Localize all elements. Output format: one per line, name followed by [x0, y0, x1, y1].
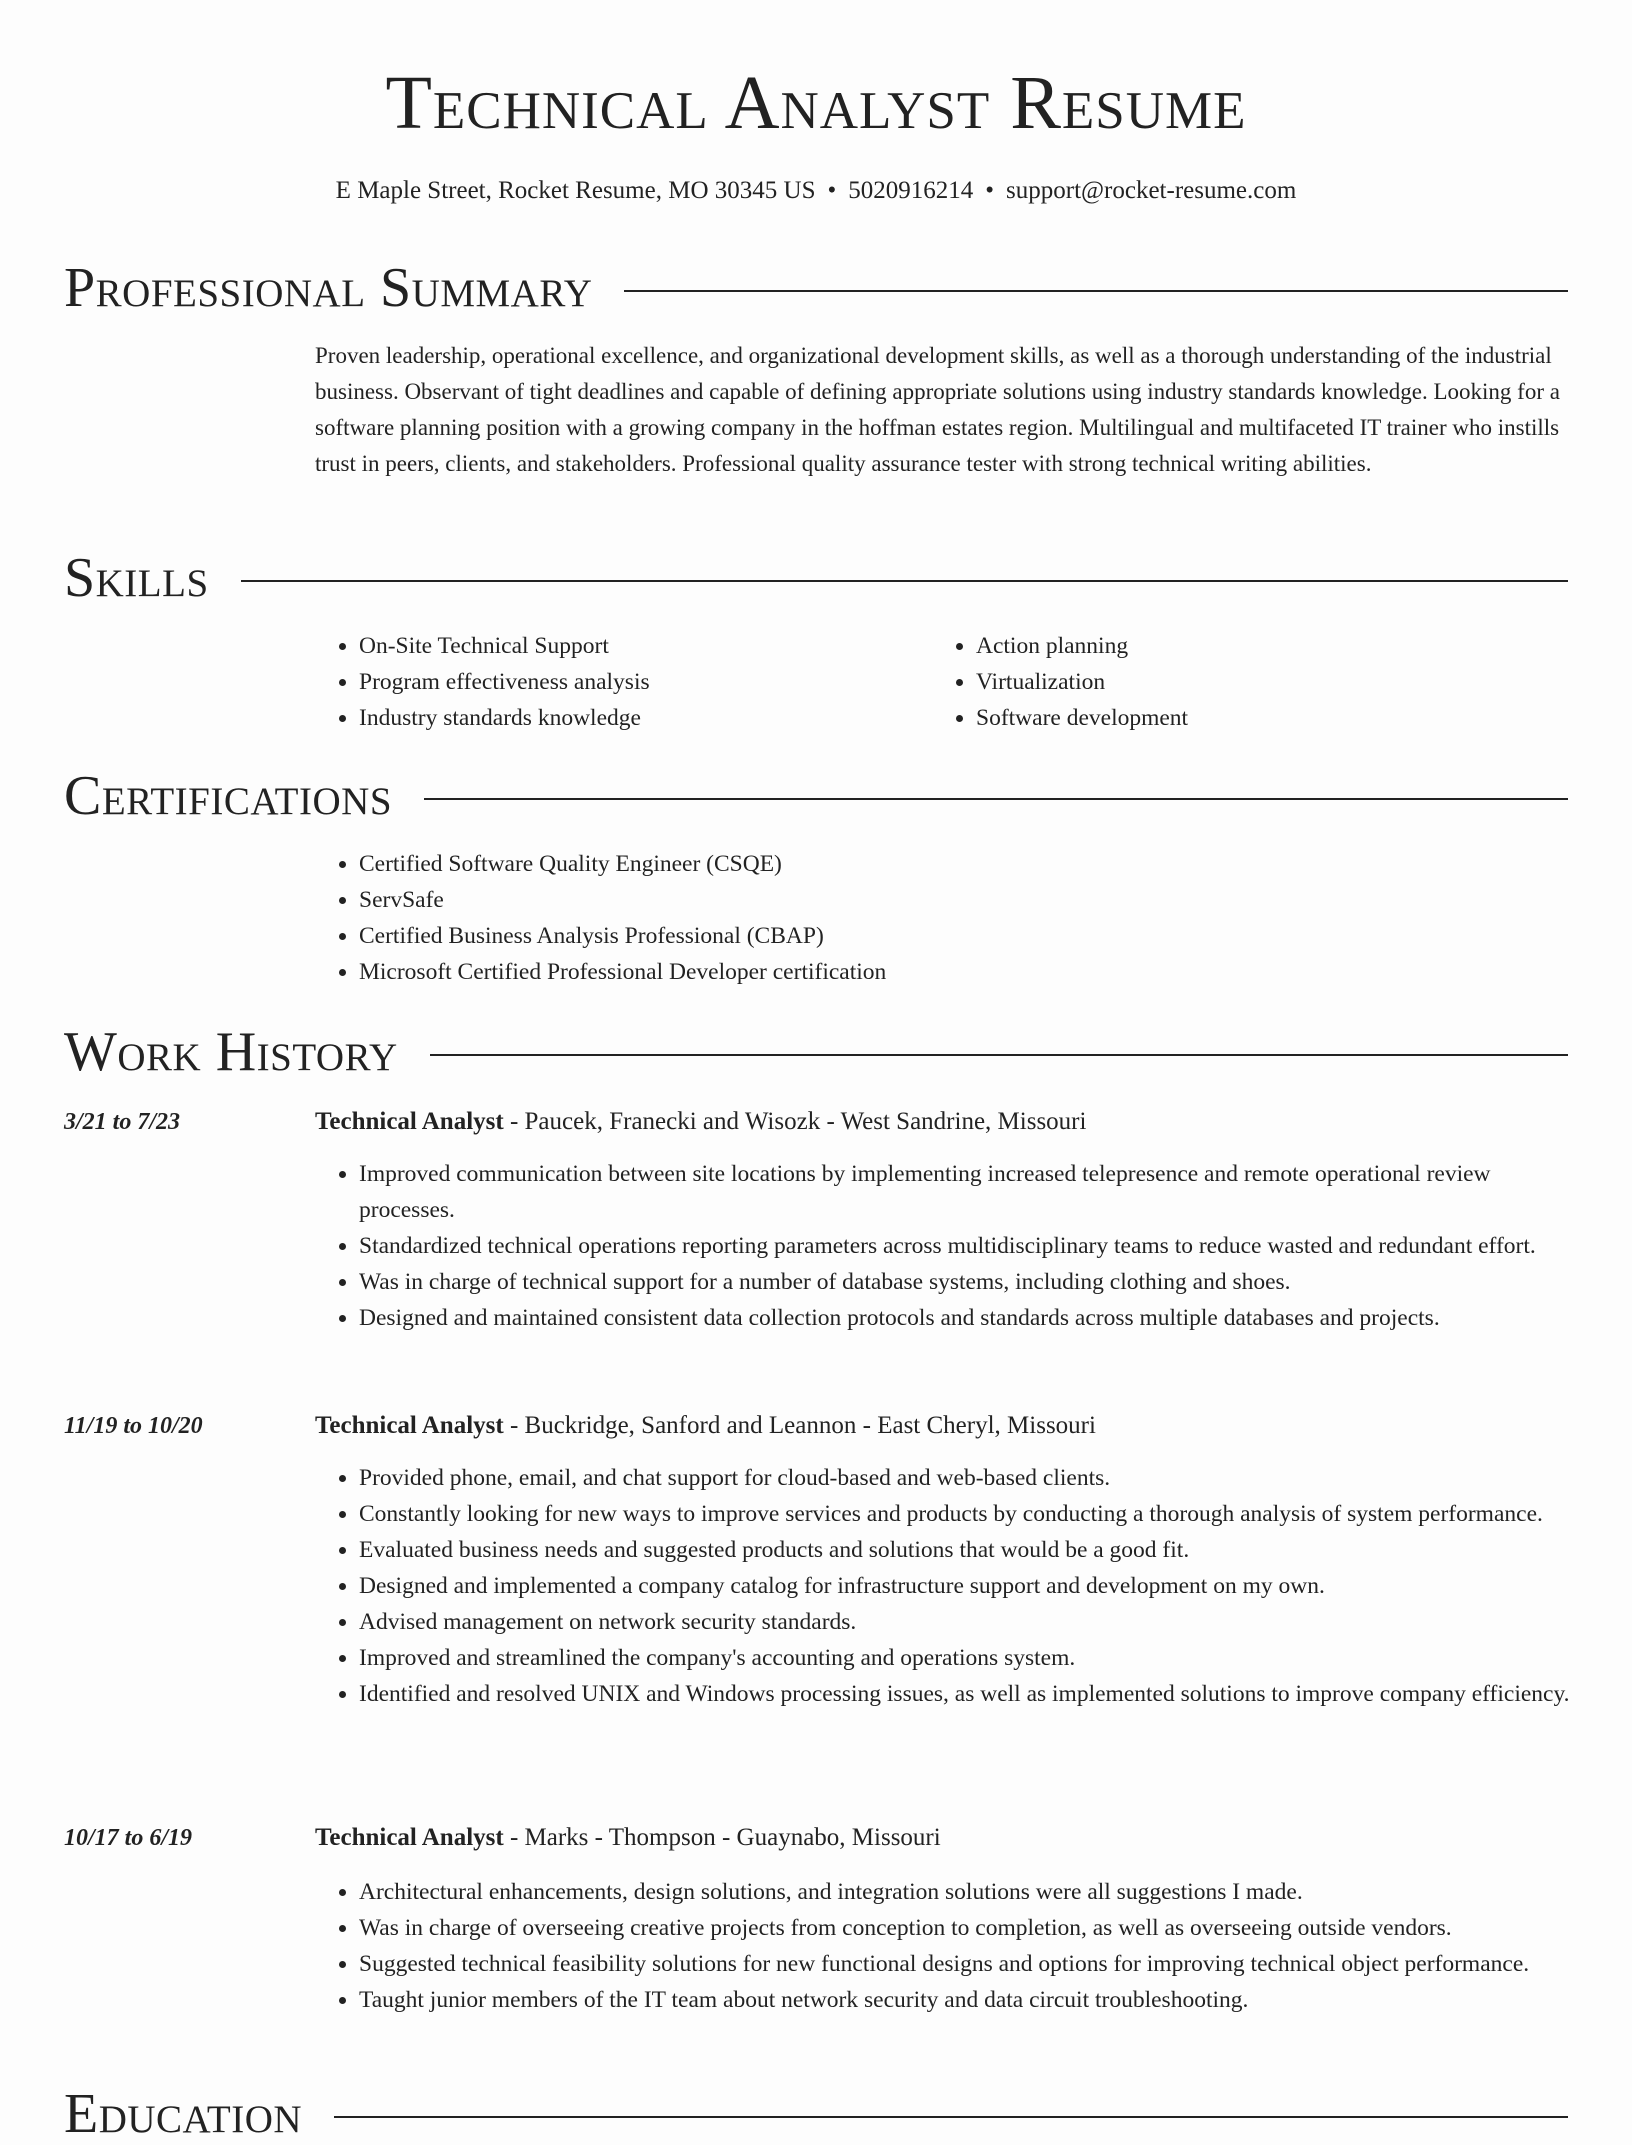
job-bullet: • Standardized technical operations reporting parameters across multidisciplinary teams to reduce wasted and redundant effort.: [359, 1228, 1571, 1264]
summary-text: Proven leadership, operational excellence, and organizational development skills, as well as a thorough understanding of the industrial business. Observant of tight deadlines and capable of defining appropriate solutions using industry standards knowledge. Looking for a software planning position with a growing company in the hoffman estates region. Multilingual and multifaceted IT trainer who instills trust in peers, clients, and stakeholders. Professional quality assurance tester with strong technical writing abilities.: [315, 343, 1560, 476]
job-bullet: • Architectural enhancements, design solutions, and integration solutions were all suggestions I made.: [359, 1874, 1571, 1910]
skills-heading: Skills: [64, 547, 209, 609]
resume-title: Technical Analyst Resume: [385, 61, 1247, 145]
summary-section-header: [64, 258, 1568, 318]
contact-phone: 5020916214: [848, 177, 974, 204]
separator-dot: •: [985, 177, 995, 204]
job-dates: 11/19 to 10/20: [64, 1413, 203, 1439]
certifications-list: [315, 846, 1515, 990]
job-bullets: [315, 1156, 1571, 1336]
job-bullet: • Was in charge of technical support for a number of database systems, including clothing and shoes.: [359, 1264, 1571, 1300]
separator-dot: •: [827, 177, 837, 204]
certifications-section-header: [64, 766, 1568, 826]
job-header: [315, 1104, 1568, 1140]
job-bullet: • Designed and implemented a company catalog for infrastructure support and development on my own.: [359, 1568, 1571, 1604]
job-bullet: • Designed and maintained consistent data collection protocols and standards across multiple databases and projects.: [359, 1300, 1571, 1336]
contact-line: [0, 176, 1632, 206]
job-bullet: • Was in charge of overseeing creative projects from conception to completion, as well as overseeing outside vendors.: [359, 1910, 1571, 1946]
job-employer: - Buckridge, Sanford and Leannon - East Cheryl, Missouri: [503, 1412, 1096, 1439]
section-divider: [241, 580, 1568, 582]
job-title: Technical Analyst: [315, 1108, 504, 1135]
job-dates: 3/21 to 7/23: [64, 1109, 181, 1135]
job-dates: 10/17 to 6/19: [64, 1825, 193, 1851]
skill-item: • Industry standards knowledge: [359, 700, 915, 736]
job-bullet: • Constantly looking for new ways to improve services and products by conducting a thorough analysis of system performance.: [359, 1496, 1571, 1532]
certification-item: • Microsoft Certified Professional Developer certification: [359, 954, 1515, 990]
contact-address: E Maple Street, Rocket Resume, MO 30345 US: [335, 177, 816, 204]
job-bullets: [315, 1460, 1571, 1712]
skill-item: • Action planning: [976, 628, 1532, 664]
job-bullet: • Improved and streamlined the company's accounting and operations system.: [359, 1640, 1571, 1676]
job-bullet: • Provided phone, email, and chat support for cloud-based and web-based clients.: [359, 1460, 1571, 1496]
job-bullet: • Improved communication between site locations by implementing increased telepresence and remote operational review processes.: [359, 1156, 1571, 1228]
skills-right-column: [932, 628, 1532, 736]
job-bullets: [315, 1874, 1571, 2018]
job-title: Technical Analyst: [315, 1412, 504, 1439]
work-section-header: [64, 1022, 1568, 1082]
section-divider: [624, 290, 1568, 292]
contact-email: support@rocket-resume.com: [1006, 177, 1297, 204]
section-divider: [430, 1054, 1568, 1056]
skills-section-header: [64, 548, 1568, 608]
certification-item: • Certified Business Analysis Professional (CBAP): [359, 918, 1515, 954]
summary-heading: Professional Summary: [64, 257, 593, 319]
job-bullet: • Evaluated business needs and suggested products and solutions that would be a good fit.: [359, 1532, 1571, 1568]
section-divider: [334, 2116, 1568, 2118]
work-heading: Work History: [64, 1021, 398, 1083]
job-title: Technical Analyst: [315, 1824, 504, 1851]
skills-left-column: [315, 628, 915, 736]
skill-item: • On-Site Technical Support: [359, 628, 915, 664]
section-divider: [424, 798, 1568, 800]
job-employer: - Paucek, Franecki and Wisozk - West Sandrine, Missouri: [503, 1108, 1087, 1135]
education-section-header: [64, 2084, 1568, 2144]
certifications-heading: Certifications: [64, 765, 393, 827]
certification-item: • ServSafe: [359, 882, 1515, 918]
job-bullet: • Suggested technical feasibility solutions for new functional designs and options for improving technical object performance.: [359, 1946, 1571, 1982]
job-header: [315, 1820, 1568, 1856]
job-header: [315, 1408, 1568, 1444]
skill-item: • Virtualization: [976, 664, 1532, 700]
job-employer: - Marks - Thompson - Guaynabo, Missouri: [503, 1824, 941, 1851]
job-bullet: • Taught junior members of the IT team about network security and data circuit troubleshooting.: [359, 1982, 1571, 2018]
certification-item: • Certified Software Quality Engineer (CSQE): [359, 846, 1515, 882]
job-bullet: • Advised management on network security standards.: [359, 1604, 1571, 1640]
job-bullet: • Identified and resolved UNIX and Windows processing issues, as well as implemented solutions to improve company efficiency.: [359, 1676, 1571, 1712]
skill-item: • Software development: [976, 700, 1532, 736]
skill-item: • Program effectiveness analysis: [359, 664, 915, 700]
education-heading: Education: [64, 2083, 303, 2145]
